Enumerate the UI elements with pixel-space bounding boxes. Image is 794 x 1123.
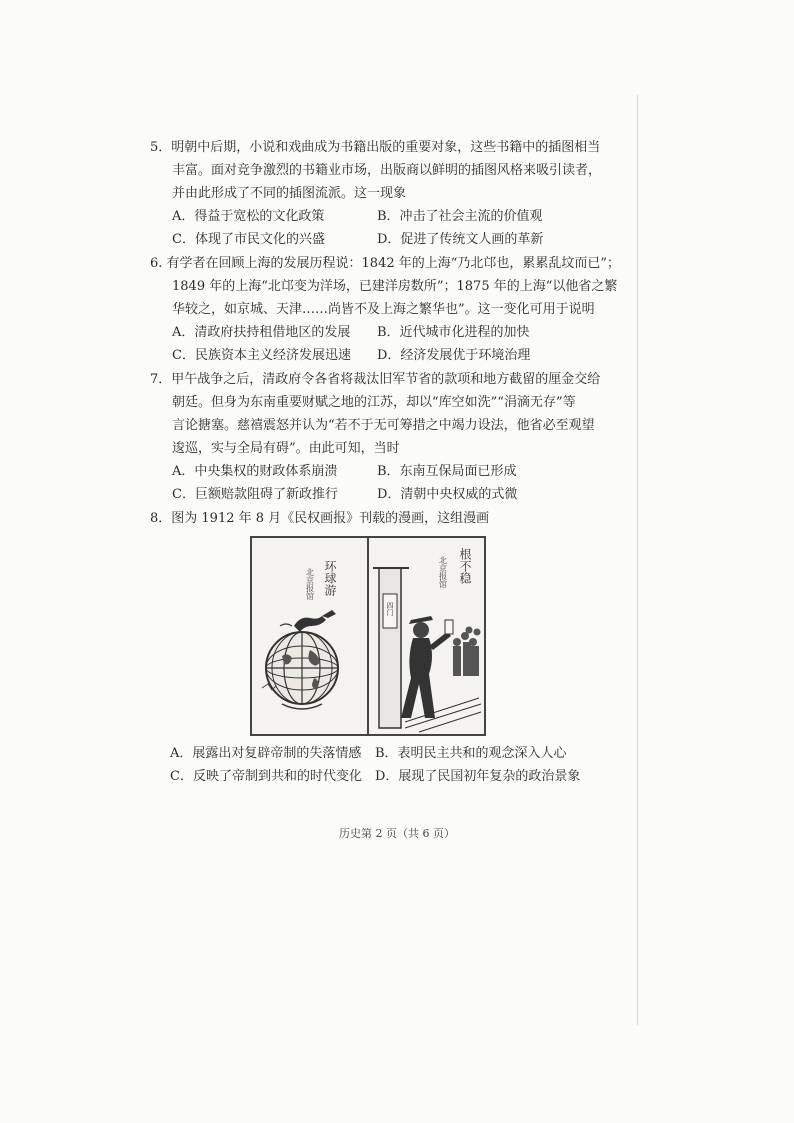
option-c[interactable]: C．体现了市民文化的兴盛 [172,232,325,247]
gate-crowd-illustration [369,538,483,734]
option-a[interactable]: A．得益于宽松的文化政策 [172,209,325,224]
question-7-line-4: 逡巡，实与全局有碍”。由此可知，当时 [172,441,400,456]
question-5-line-2: 丰富。面对竞争激烈的书籍业市场，出版商以鲜明的插图风格来吸引读者， [172,163,602,178]
option-d[interactable]: D．促进了传统文人画的革新 [377,232,544,247]
option-b[interactable]: B．近代城市化进程的加快 [377,325,530,340]
gate-label: 四门 [386,602,394,616]
question-7 [150,368,630,506]
option-c[interactable]: C．巨额赔款阻碍了新政推行 [172,487,338,502]
right-caption: 根不稳 [458,548,472,584]
question-7-options [150,460,630,506]
cartoon-figure [250,536,486,736]
question-8 [150,507,630,788]
question-5-options [150,205,630,251]
question-5 [150,136,630,251]
question-6-line-3: 华较之，如京城、天津……尚皆不及上海之繁华也”。这一变化可用于说明 [172,302,595,317]
question-6-line-2: 1849 年的上海“北邙变为洋场，已建洋房数所”；1875 年的上海“以他省之繁 [172,279,618,294]
question-8-line-1: 8．图为 1912 年 8 月《民权画报》刊载的漫画，这组漫画 [150,511,490,526]
left-caption: 环球游 [323,560,337,596]
option-c[interactable]: C．民族资本主义经济发展迅速 [172,348,351,363]
option-c[interactable]: C．反映了帝制到共和的时代变化 [170,769,362,784]
option-b[interactable]: B．东南互保局面已形成 [377,464,517,479]
option-b[interactable]: B．表明民主共和的观念深入人心 [375,746,567,761]
page-footer: 历史第 2 页（共 6 页） [339,827,455,840]
option-d[interactable]: D．展现了民国初年复杂的政治景象 [375,769,581,784]
question-7-line-1: 7．甲午战争之后，清政府令各省将裁汰旧军节省的款项和地方截留的厘金交给 [150,372,601,387]
option-a[interactable]: A．清政府扶持租借地区的发展 [172,325,351,340]
page-edge-line [637,95,638,1025]
question-7-line-2: 朝廷。但身为东南重要财赋之地的江苏，却以“库空如洗”“涓滴无存”等 [172,395,576,410]
cartoon-panel-left [252,538,367,734]
question-5-line-1: 5．明朝中后期，小说和戏曲成为书籍出版的重要对象，这些书籍中的插图相当 [150,140,601,155]
left-signature: 北京报馆 [305,568,315,600]
question-6-line-1: 6. 有学者在回顾上海的发展历程说：1842 年的上海“乃北邙也，累累乱坟而已”； [150,256,621,271]
question-8-options [150,742,630,788]
option-b[interactable]: B．冲击了社会主流的价值观 [377,209,543,224]
option-d[interactable]: D．清朝中央权威的式微 [377,487,518,502]
right-signature: 北京报馆 [438,556,448,588]
question-5-line-3: 并由此形成了不同的插图流派。这一现象 [172,186,407,201]
question-6-options [150,321,630,367]
option-a[interactable]: A．展露出对复辟帝制的失落情感 [170,746,362,761]
cartoon-panel-right [367,538,484,734]
globe-illustration [252,538,366,734]
question-7-line-3: 言论搪塞。慈禧震怒并认为“若不于无可筹措之中竭力设法，他省必至观望 [172,418,595,433]
question-content [150,136,630,788]
option-a[interactable]: A．中央集权的财政体系崩溃 [172,464,338,479]
option-d[interactable]: D．经济发展优于环境治理 [377,348,531,363]
question-6 [150,252,630,367]
